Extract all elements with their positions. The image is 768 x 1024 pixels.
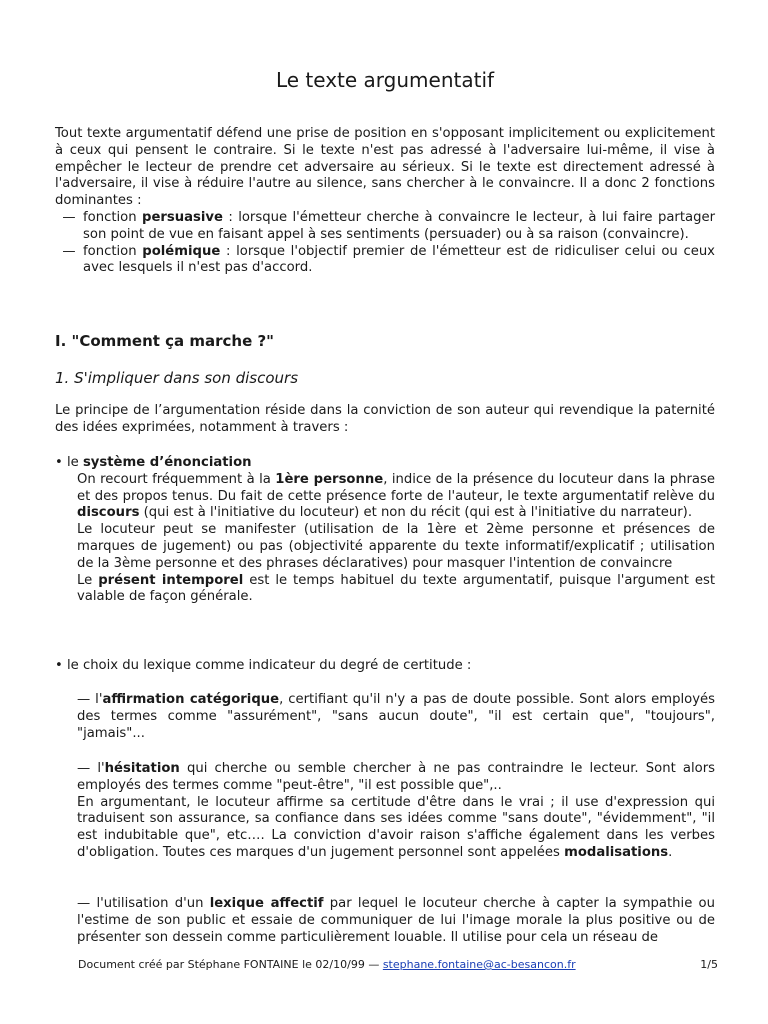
enonciation-para-3: Le présent intemporel est le temps habituel du texte argumentatif, puisque l'argument est valable de façon générale. [77,572,715,605]
section-heading: I. "Comment ça marche ?" [55,332,275,350]
bullet-enonciation: • le système d’énonciation On recourt fréquemment à la 1ère personne, indice de la présence du locuteur dans la phrase et des propos tenus. Du fait de cette présence forte de l'auteur, le texte argumentatif relève du discours (qui est à l'initiative du locuteur) et non du récit (qui est à l'initiative du narrateur). Le locuteur peut se manifester (utilisation de la 1ère et 2ème personne et présences de marques de jugement) ou pas (objectivité apparente du texte informatif/explicatif ; utilisation de la 3ème personne et des phrases déclaratives) pour masquer l'intention de convaincre Le présent intemporel est le temps habituel du texte argumentatif, puisque l'argument est valable de façon générale. [55,455,715,605]
bullet-lexique: • le choix du lexique comme indicateur du degré de certitude : [55,658,472,673]
hesitation-block [77,761,715,862]
enonciation-para-2: Le locuteur peut se manifester (utilisation de la 1ère et 2ème personne et présences de marques de jugement) ou pas (objectivité apparente du texte informatif/explicatif ; utilisation de la 3ème personne et des phrases déclaratives) pour masquer l'intention de convaincre [77,522,715,571]
affirmation-paragraph: — l'affirmation catégorique, certifiant qu'il n'y a pas de doute possible. Sont alors employés des termes comme "assurément", "sans aucun doute", "il est certain que", "toujours", "jamais"... [77,692,716,741]
subsection-heading: 1. S'impliquer dans son discours [55,369,299,387]
section-paragraph: Le principe de l’argumentation réside dans la conviction de son auteur qui revendique la paternité des idées exprimées, notamment à travers : [55,403,715,435]
intro-block [55,126,715,277]
term-persuasive: persuasive [142,209,223,225]
dash-bullet: — [62,209,76,225]
term-systeme-enonciation: système d’énonciation [82,455,252,470]
dash-bullet: — [62,243,76,259]
function-item-polemique: — fonction polémique : lorsque l'objectif premier de l'émetteur est de ridiculiser celui ou ceux avec lesquels il n'est pas d'accord. [55,244,715,278]
lexique-affectif-paragraph: — l'utilisation d'un lexique affectif par lequel le locuteur cherche à capter la sympathie ou l'estime de son public et essaie de communiquer de lui l'image morale la plus positive ou de présenter son dessein comme particulièrement louable. Il utilise pour cela un réseau de [77,896,715,945]
enonciation-para-1: On recourt fréquemment à la 1ère personne, indice de la présence du locuteur dans la phrase et des propos tenus. Du fait de cette présence forte de l'auteur, le texte argumentatif relève du discours (qui est à l'initiative du locuteur) et non du récit (qui est à l'initiative du narrateur). [77,471,715,521]
document-title: Le texte argumentatif [275,68,495,92]
hesitation-paragraph: — l'hésitation qui cherche ou semble chercher à ne pas contraindre le lecteur. Sont alors employés des termes comme "peut-être", "il est possible que",.. [77,761,716,793]
intro-paragraph: Tout texte argumentatif défend une prise de position en s'opposant implicitement ou explicitement à ceux qui pensent le contraire. Si le texte n'est pas adressé à l'adversaire lui-même, il vise à empêcher le lecteur de prendre cet adversaire au sérieux. Si le texte est directement adressé à l'adversaire, il vise à réduire l'autre au silence, sans chercher à le convaincre. Il a donc 2 fonctions dominantes : [55,126,715,209]
page-number: 1/5 [700,958,718,971]
footer-credit: Document créé par Stéphane FONTAINE le 02/10/99 — [78,958,383,971]
footer-email-link[interactable]: stephane.fontaine@ac-besancon.fr [382,958,576,971]
term-polemique: polémique [142,243,221,259]
modalisation-paragraph: En argumentant, le locuteur affirme sa certitude d'être dans le vrai ; il use d'expression qui traduisent son assurance, sa confiance dans ses idées comme "sans doute", "évidemment", "il est indubitable que", etc…. La conviction d'avoir raison s'affiche également dans les verbes d'obligation. Toutes ces marques d'un jugement personnel sont appelées modalisations. [77,794,715,860]
function-item-persuasive: — fonction persuasive : lorsque l'émetteur cherche à convaincre le lecteur, à lui faire partager son point de vue en faisant appel à ses sentiments (persuader) ou à sa raison (convaincre). [55,210,715,244]
